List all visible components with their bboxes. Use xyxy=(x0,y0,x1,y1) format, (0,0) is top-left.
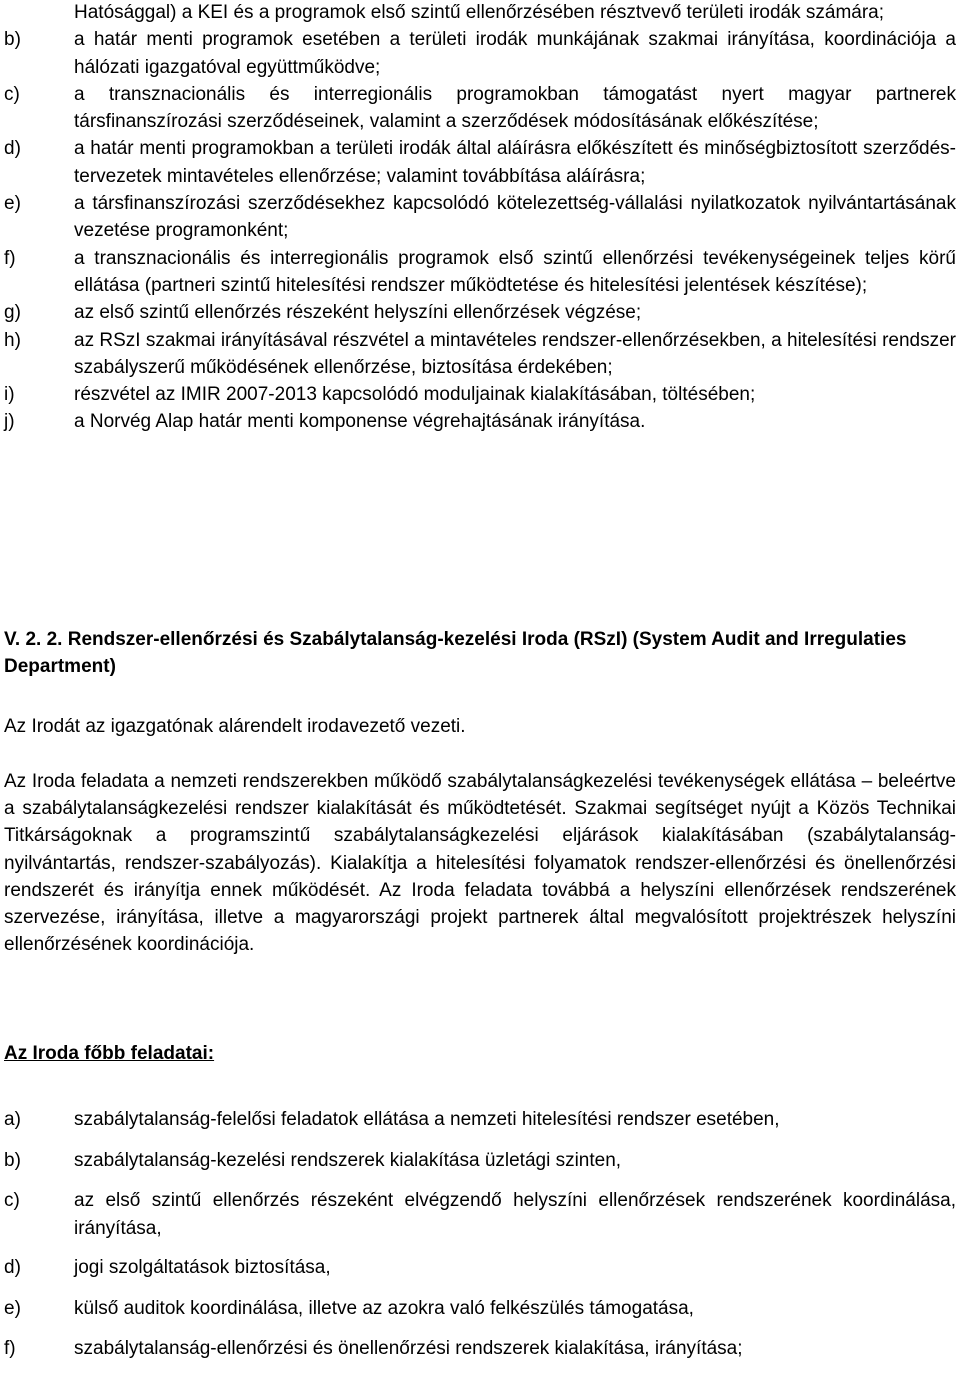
list-item-text: szabálytalanság-felelősi feladatok ellátása a nemzeti hitelesítési rendszer esetében, xyxy=(74,1109,780,1130)
list-item xyxy=(0,1147,960,1175)
list-marker: g) xyxy=(4,302,21,324)
list-marker: c) xyxy=(4,1190,20,1211)
list-marker: j) xyxy=(4,411,15,433)
list-item xyxy=(0,1295,960,1323)
list-item-text: szabálytalanság-ellenőrzési és önellenőrzési rendszerek kialakítása, irányítása; xyxy=(74,1338,743,1359)
list-item xyxy=(0,26,960,81)
section-body: Az Iroda feladata a nemzeti rendszerekben működő szabálytalanságkezelési tevékenységek ellátása – beleértve a szabálytalanságkezelési rendszer kialakítását és működtetését. Szakmai segítséget nyújt a Közös Technikai Titkárságoknak a programszintű szabálytalanságkezelési eljárások kialakításában (szabálytalanság-nyilvántartás, rendszer-szabályozás). Kialakítja a hitelesítési folyamatok rendszer-ellenőrzési és önellenőrzési rendszerét és irányítja ennek működését. Az Iroda feladata továbbá a helyszíni ellenőrzések rendszerének szervezése, irányítása, illetve a magyarországi projekt partnerek által megvalósított projektrészek helyszíni ellenőrzésének koordinációja. xyxy=(4,771,956,956)
list-item-text: a társfinanszírozási szerződésekhez kapcsolódó kötelezettség-vállalási nyilatkozatok nyilvántartásának vezetése programonként; xyxy=(74,193,956,242)
list-item xyxy=(0,135,960,190)
list-item xyxy=(0,299,960,326)
list-marker: f) xyxy=(4,247,16,269)
list-marker: i) xyxy=(4,384,15,406)
list-marker: b) xyxy=(4,1149,21,1171)
section-heading: V. 2. 2. Rendszer-ellenőrzési és Szabálytalanság-kezelési Iroda (RSzI) (System Audit and Irregulaties Department) xyxy=(4,629,907,677)
list-marker: d) xyxy=(4,138,21,160)
list-item-text: külső auditok koordinálása, illetve az azokra való felkészülés támogatása, xyxy=(74,1297,694,1319)
list-item-text: az RSzI szakmai irányításával részvétel a mintavételes rendszer-ellenőrzésekben, a hitelesítési rendszer szabályszerű működésének ellenőrzése, biztosítása érdekében; xyxy=(74,329,956,378)
list-item-text: jogi szolgáltatások biztosítása, xyxy=(74,1257,331,1278)
list-item xyxy=(0,381,960,408)
list-item xyxy=(0,1254,960,1282)
task-list-continued xyxy=(0,0,960,436)
list-marker: e) xyxy=(4,193,21,215)
list-item-text: a határ menti programok esetében a területi irodák munkájának szakmai irányítása, koordinációja a hálózati igazgatóval együttműködve; xyxy=(74,29,956,78)
list-item xyxy=(0,1106,960,1134)
list-item-text: Hatósággal) a KEI és a programok első szintű ellenőrzésében résztvevő területi irodák számára; xyxy=(74,2,885,23)
list-marker: b) xyxy=(4,29,21,51)
list-item-text: a transznacionális és interregionális programok első szintű ellenőrzési tevékenységeinek teljes körű ellátása (partneri szintű hitelesítési rendszer működtetése és hitelesítési jelentések készítése); xyxy=(74,247,956,296)
list-marker: a) xyxy=(4,1109,21,1130)
list-item xyxy=(0,190,960,245)
list-item-text: szabálytalanság-kezelési rendszerek kialakítása üzletági szinten, xyxy=(74,1149,622,1171)
task-list xyxy=(0,1106,960,1376)
list-item xyxy=(0,0,960,26)
list-item-text: a transznacionális és interregionális programokban támogatást nyert magyar partnerek társfinanszírozási szerződéseinek, valamint a szerződések módosításának előkészítése; xyxy=(74,83,956,133)
list-item-text: az első szintű ellenőrzés részeként helyszíni ellenőrzések végzése; xyxy=(74,302,642,324)
list-item-text: a Norvég Alap határ menti komponense végrehajtásának irányítása. xyxy=(74,411,646,433)
list-marker: e) xyxy=(4,1297,21,1319)
list-marker: d) xyxy=(4,1257,21,1278)
list-marker: h) xyxy=(4,329,21,351)
list-item xyxy=(0,327,960,382)
list-marker: c) xyxy=(4,83,20,105)
list-item-text: az első szintű ellenőrzés részeként elvégzendő helyszíni ellenőrzések rendszerének koordinálása, irányítása, xyxy=(74,1190,956,1239)
list-item xyxy=(0,1187,960,1242)
list-marker: f) xyxy=(4,1338,16,1359)
tasks-heading: Az Iroda főbb feladatai: xyxy=(4,1043,215,1064)
list-item xyxy=(0,408,960,435)
list-item xyxy=(0,81,960,136)
list-item xyxy=(0,245,960,300)
section-intro: Az Irodát az igazgatónak alárendelt irodavezető vezeti. xyxy=(4,716,466,737)
list-item-text: a határ menti programokban a területi irodák által aláírásra előkészített és minőségbiztosított szerződés-tervezetek mintavételes ellenőrzése; valamint továbbítása aláírásra; xyxy=(74,138,956,187)
list-item xyxy=(0,1335,960,1363)
list-item-text: részvétel az IMIR 2007-2013 kapcsolódó moduljainak kialakításában, töltésében; xyxy=(74,384,756,406)
